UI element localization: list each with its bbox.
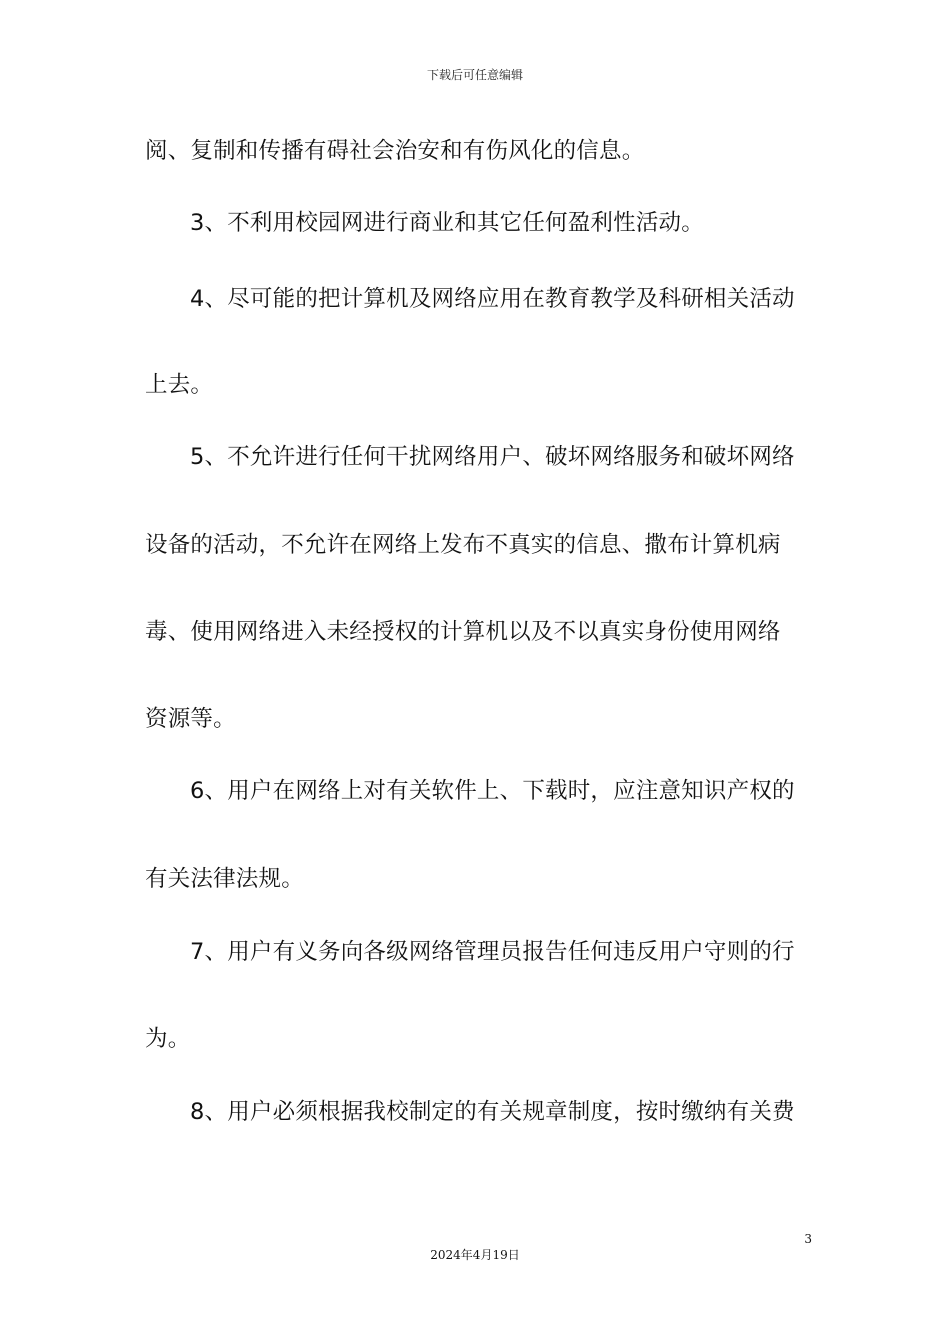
page-header: 下载后可任意编辑 [426, 68, 523, 82]
body-line-5: 5、不允许进行任何干扰网络用户、破坏网络服务和破坏网络 [190, 444, 795, 470]
body-line-6: 设备的活动，不允许在网络上发布不真实的信息、撒布计算机病 [145, 532, 781, 558]
body-line-4: 上去。 [145, 372, 214, 398]
body-line-8: 资源等。 [145, 706, 236, 732]
body-line-1: 阅、复制和传播有碍社会治安和有伤风化的信息。 [145, 138, 645, 164]
footer-date: 2024年4月19日 [430, 1248, 520, 1262]
body-line-7: 毒、使用网络进入未经授权的计算机以及不以真实身份使用网络 [145, 619, 781, 645]
body-line-12: 为。 [145, 1026, 191, 1052]
page-number: 3 [804, 1232, 812, 1246]
body-line-11: 7、用户有义务向各级网络管理员报告任何违反用户守则的行 [190, 939, 795, 965]
body-line-9: 6、用户在网络上对有关软件上、下载时，应注意知识产权的 [190, 778, 795, 804]
body-line-13: 8、用户必须根据我校制定的有关规章制度，按时缴纳有关费 [190, 1099, 795, 1125]
body-line-3: 4、尽可能的把计算机及网络应用在教育教学及科研相关活动 [190, 286, 795, 312]
body-line-2: 3、不利用校园网进行商业和其它任何盈利性活动。 [190, 210, 704, 236]
body-line-10: 有关法律法规。 [145, 866, 304, 892]
